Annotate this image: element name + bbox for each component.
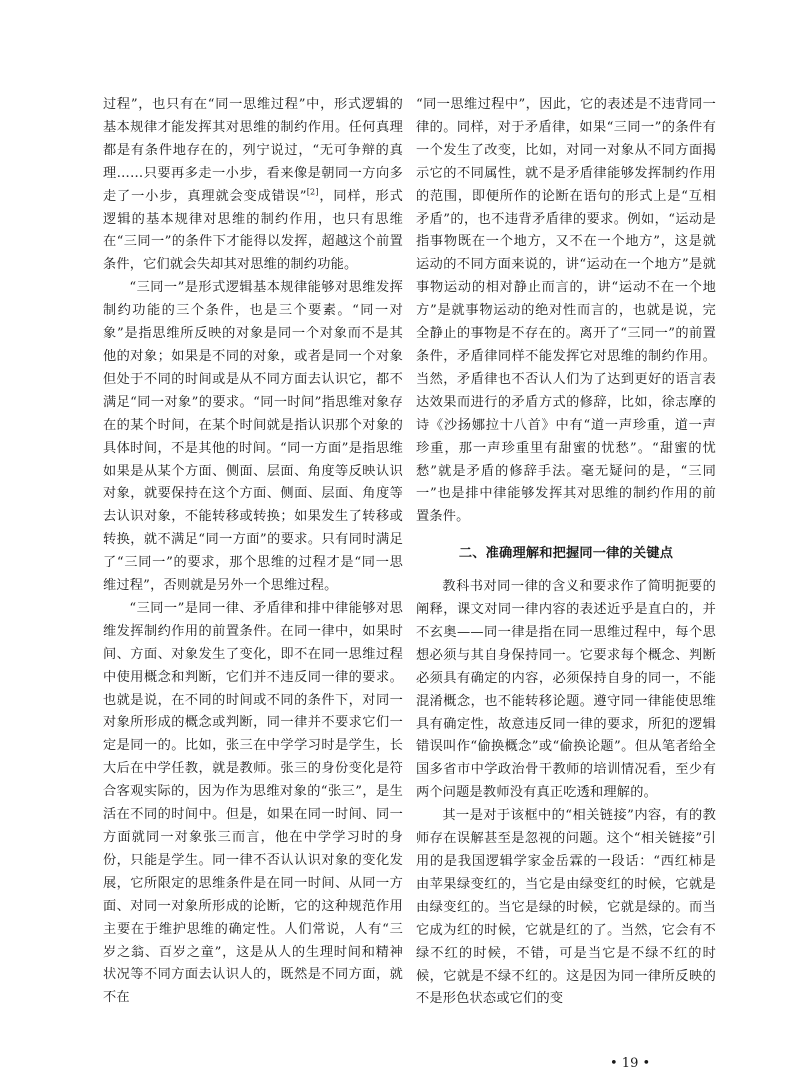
citation-ref: [2] [306, 187, 319, 197]
section-heading: 二、准确理解和把握同一律的关键点 [458, 546, 674, 562]
right-paragraph-3: 其一是对于该框中的“相关链接”内容，有的教师存在误解甚至是忽视的问题。这个“相关链接”引用的是我国逻辑学家金岳霖的一段话：“西红柿是由苹果绿变红的，当它是由绿变红的时候，它就是由绿变红的。当它是绿的时候，它就是绿的。而当它成为红的时候，它就是红的了。当然，它会有不绿不红的时候，不错，可是当它是不绿不红的时候，它就是不绿不红的。这是因为同一律所反映的不是形色状态或它们的变 [416, 808, 716, 1007]
left-paragraph-1 [103, 94, 403, 277]
left-paragraph-1-tail: ，同样，形式逻辑的基本规律对思维的制约作用，也只有思维在“三同一”的条件下才能得以发挥，超越这个前置条件，它们就会失却其对思维的制约功能。 [103, 188, 403, 273]
right-paragraph-2: 教科书对同一律的含义和要求作了简明扼要的阐释，课文对同一律内容的表述近乎是直白的，并不玄奥——同一律是指在同一思维过程中，每个思想必须与其自身保持同一。它要求每个概念、判断必须具有确定的内容，必须保持自身的同一，不能混淆概念，也不能转移论题。遵守同一律能使思维具有确定性，故意违反同一律的要求，所犯的逻辑错误叫作“偷换概念”或“偷换论题”。但从笔者给全国多省市中学政治骨干教师的培训情况看，至少有两个问题是教师没有真正吃透和理解的。 [416, 579, 716, 801]
page-number: • 19 • [610, 1056, 651, 1071]
right-paragraph-1: “同一思维过程中”，因此，它的表述是不违背同一律的。同样，对于矛盾律，如果“三同一”的条件有一个发生了改变，比如，对同一对象从不同方面揭示它的不同属性，就不是矛盾律能够发挥制约作用的范围，即便所作的论断在语句的形式上是“互相矛盾”的，也不违背矛盾律的要求。例如，“运动是指事物既在一个地方，又不在一个地方”，这是就运动的不同方面来说的，讲“运动在一个地方”是就事物运动的相对静止而言的，讲“运动不在一个地方”是就事物运动的绝对性而言的，也就是说，完全静止的事物是不存在的。离开了“三同一”的前置条件，矛盾律同样不能发挥它对思维的制约作用。当然，矛盾律也不否认人们为了达到更好的语言表达效果而进行的矛盾方式的修辞，比如，徐志摩的诗《沙扬娜拉十八首》中有“道一声珍重，道一声珍重，那一声珍重里有甜蜜的忧愁”。“甜蜜的忧愁”就是矛盾的修辞手法。毫无疑问的是，“三同一”也是排中律能够发挥其对思维的制约作用的前置条件。 [416, 97, 716, 525]
right-column [416, 94, 716, 1011]
left-column [103, 94, 403, 1010]
left-paragraph-2: “三同一”是形式逻辑基本规律能够对思维发挥制约功能的三个条件，也是三个要素。“同一对象”是指思维所反映的对象是同一个对象而不是其他的对象；如果是不同的对象，或者是同一个对象但处于不同的时间或是从不同方面去认识它，都不满足“同一对象”的要求。“同一时间”指思维对象存在的某个时间，在某个时间就是指认识那个对象的具体时间，不是其他的时间。“同一方面”是指思维如果是从某个方面、侧面、层面、角度等反映认识对象，就要保持在这个方面、侧面、层面、角度等去认识对象，不能转移或转换；如果发生了转移或转换，就不满足“同一方面”的要求。只有同时满足了“三同一”的要求，那个思维的过程才是“同一思维过程”，否则就是另外一个思维过程。 [103, 280, 403, 594]
left-paragraph-3: “三同一”是同一律、矛盾律和排中律能够对思维发挥制约作用的前置条件。在同一律中，如果时间、方面、对象发生了变化，即不在同一思维过程中使用概念和判断，它们并不违反同一律的要求。也就是说，在不同的时间或不同的条件下，对同一对象所形成的概念或判断，同一律并不要求它们一定是同一的。比如，张三在中学学习时是学生，长大后在中学任教，就是教师。张三的身份变化是符合客观实际的，因为作为思维对象的“张三”，是生活在不同的时间中。但是，如果在同一时间、同一方面就同一对象张三而言，他在中学学习时的身份，只能是学生。同一律不否认认识对象的变化发展，它所限定的思维条件是在同一时间、从同一方面、对同一对象所形成的论断，它的这种规范作用主要在于维护思维的确定性。人们常说，人有“三岁之翁、百岁之童”，这是从人的生理时间和精神状况等不同方面去认识人的，既然是不同方面，就不在 [103, 600, 403, 1006]
left-paragraph-1-text: 过程”，也只有在“同一思维过程”中，形式逻辑的基本规律才能发挥其对思维的制约作用。任何真理都是有条件地存在的，列宁说过，“无可争辩的真理……只要再多走一小步，看来像是朝同一方向多走了一小步，真理就会变成错误” [103, 97, 403, 204]
